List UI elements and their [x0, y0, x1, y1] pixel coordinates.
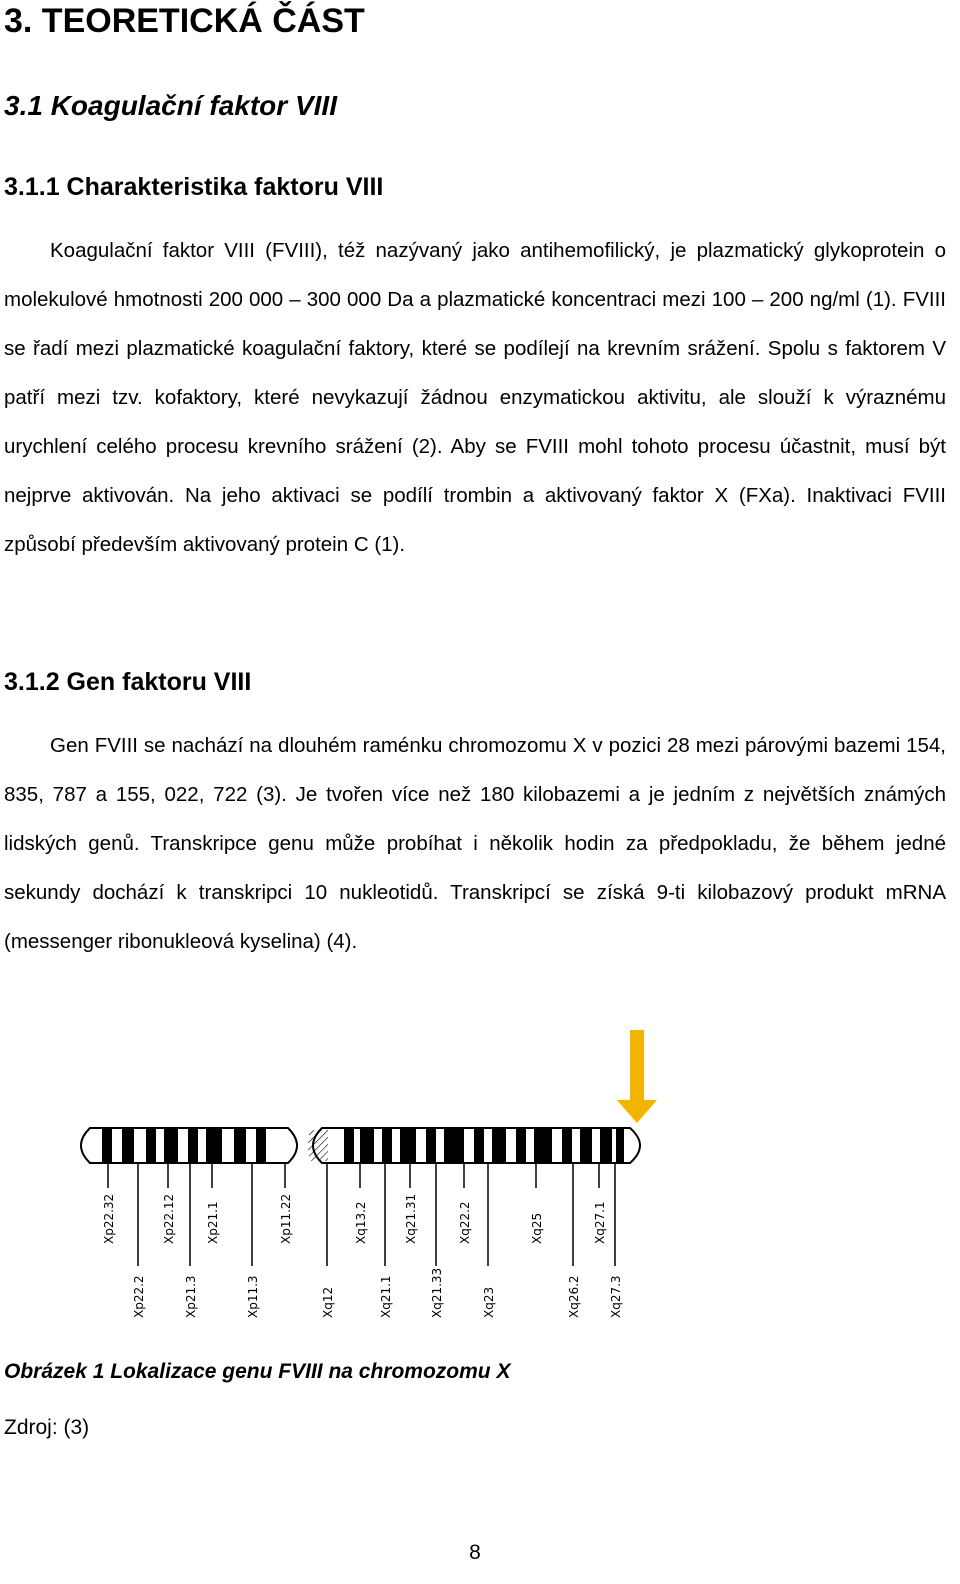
band-label-lower: Xq12 [321, 1286, 335, 1318]
chromosome-band [516, 1129, 526, 1162]
band-label-upper: Xq21.31 [404, 1193, 418, 1244]
chromosome-band [444, 1129, 464, 1162]
chromosome-band [426, 1129, 436, 1162]
chromosome-band [474, 1129, 484, 1162]
figure-source: Zdroj: (3) [4, 1416, 90, 1439]
band-label-upper: Xq27.1 [593, 1201, 607, 1244]
chromosome-x-figure [60, 1030, 680, 1330]
chromosome-x-ideogram [60, 1030, 680, 1330]
band-label-lower: Xq23 [482, 1286, 496, 1318]
chromosome-band [206, 1129, 222, 1162]
centromere [308, 1130, 328, 1161]
paragraph-gene [4, 721, 946, 966]
chromosome-band [534, 1129, 552, 1162]
band-label-lower: Xq27.3 [609, 1275, 623, 1318]
subsection-heading-characteristics: 3.1.1 Charakteristika faktoru VIII [4, 173, 384, 201]
band-label-upper: Xp22.32 [102, 1193, 116, 1244]
band-label-upper: Xq22.2 [458, 1201, 472, 1244]
band-label-upper: Xp22.12 [162, 1193, 176, 1244]
band-label-lower: Xp11.3 [246, 1275, 260, 1318]
chromosome-band [234, 1129, 246, 1162]
band-label-lower: Xp21.3 [184, 1275, 198, 1318]
band-label-upper: Xq25 [530, 1212, 544, 1244]
chromosome-band [360, 1129, 374, 1162]
chromosome-band [580, 1129, 592, 1162]
chromosome-band [164, 1129, 178, 1162]
page-number: 8 [469, 1541, 481, 1564]
paragraph-gene-text: Gen FVIII se nachází na dlouhém raménku chromozomu X v pozici 28 mezi párovými bazemi 154, 835, 787 a 155, 022, 722 (3). Je tvořen více než 180 kilobazemi a je jedním z největších známých lidských genů. Transkripce genu může probíhat i několik hodin za předpokladu, že během jedné sekundy dochází k transkripci 10 nukleotidů. Transkripcí se získá 9-ti kilobazový produkt mRNA (messenger ribonukleová kyselina) (4). [4, 734, 946, 953]
chromosome-band [122, 1129, 134, 1162]
band-label-upper: Xp21.1 [206, 1201, 220, 1244]
chromosome-band [102, 1129, 112, 1162]
chromosome-band [492, 1129, 506, 1162]
chromosome-band [256, 1129, 266, 1162]
section-heading: 3.1 Koagulační faktor VIII [4, 90, 337, 121]
band-label-upper: Xp11.22 [279, 1193, 293, 1244]
band-label-lower: Xq21.1 [379, 1275, 393, 1318]
band-label-upper: Xq13.2 [354, 1201, 368, 1244]
band-label-lower: Xq26.2 [567, 1275, 581, 1318]
chapter-heading: 3. TEORETICKÁ ČÁST [4, 2, 365, 40]
band-label-lower: Xq21.33 [430, 1267, 444, 1318]
chromosome-band [400, 1129, 416, 1162]
chromosome-band [600, 1129, 612, 1162]
paragraph-characteristics [4, 226, 946, 569]
gene-location-arrow [617, 1030, 657, 1123]
chromosome-band [344, 1129, 354, 1162]
paragraph-characteristics-text: Koagulační faktor VIII (FVIII), též nazývaný jako antihemofilický, je plazmatický glykoprotein o molekulové hmotnosti 200 000 – 300 000 Da a plazmatické koncentraci mezi 100 – 200 ng/ml (1). FVIII se řadí mezi plazmatické koagulační faktory, které se podílejí na krevním srážení. Spolu s faktorem V patří mezi tzv. kofaktory, které nevykazují žádnou enzymatickou aktivitu, ale slouží k výraznému urychlení celého procesu krevního srážení (2). Aby se FVIII mohl tohoto procesu účastnit, musí být nejprve aktivován. Na jeho aktivaci se podílí trombin a aktivovaný faktor X (FXa). Inaktivaci FVIII způsobí především aktivovaný protein C (1). [4, 239, 946, 556]
chromosome-band [562, 1129, 572, 1162]
figure-caption: Obrázek 1 Lokalizace genu FVIII na chromozomu X [4, 1360, 511, 1383]
subsection-heading-gene: 3.1.2 Gen faktoru VIII [4, 668, 252, 696]
chromosome-band [616, 1129, 624, 1162]
band-label-lower: Xp22.2 [132, 1275, 146, 1318]
chromosome-band [382, 1129, 392, 1162]
chromosome-band [188, 1129, 198, 1162]
chromosome-band [146, 1129, 156, 1162]
